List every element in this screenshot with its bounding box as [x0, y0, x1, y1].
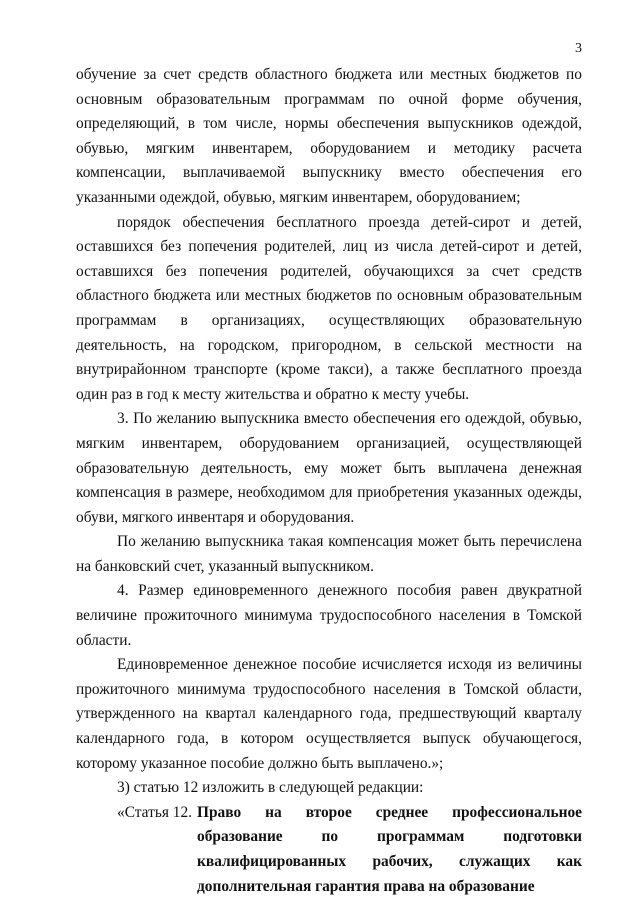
paragraph-clause-4: 4. Размер единовременного денежного пособия равен двукратной величине прожиточного минимума трудоспособного населения в Томской области.: [76, 582, 582, 649]
paragraph-allowance-calculation: Единовременное денежное пособие исчисляется исходя из величины прожиточного минимума трудоспособного населения в Томской области, утвержденного на квартал календарного года, предшествующий кварталу календарного года, в котором осуществляется выпуск обучающегося, которому указанное пособие должно быть выплачено.»;: [76, 656, 582, 772]
article-title: Право на второе среднее профессиональное образование по программам подготовки квалифицированных рабочих, служащих как дополнительная гарантия права на образование: [197, 803, 582, 895]
page-number: 3: [575, 41, 582, 56]
paragraph-amendment-instruction: 3) статью 12 изложить в следующей редакции:: [117, 779, 424, 797]
paragraph-continuation: обучение за счет средств областного бюджета или местных бюджетов по основным образовательным программам по очной форме обучения, определяющий, в том числе, нормы обеспечения выпускников одеждой, обувью, мягким инвентарем, оборудованием и методику расчета компенсации, выплачиваемой выпускнику вместо обеспечения его указанными одеждой, обувью, мягким инвентарем, оборудованием;: [76, 66, 582, 206]
document-body: [76, 63, 582, 899]
article-heading: [76, 801, 582, 899]
article-prefix: «Статья 12.: [117, 803, 193, 821]
paragraph-clause-3: 3. По желанию выпускника вместо обеспечения его одеждой, обувью, мягким инвентарем, оборудованием организацией, осуществляющей образовательную деятельность, ему может быть выплачена денежная компенсация в размере, необходимом для приобретения указанных одежды, обуви, мягкого инвентаря и оборудования.: [76, 410, 582, 526]
paragraph-travel-order: порядок обеспечения бесплатного проезда детей-сирот и детей, оставшихся без попечения родителей, лиц из числа детей-сирот и детей, оставшихся без попечения родителей, обучающихся за счет средств областного бюджета или местных бюджетов по основным образовательным программам в организациях, осуществляющих образовательную деятельность, на городском, пригородном, в сельской местности на внутрирайонном транспорте (кроме такси), а также бесплатного проезда один раз в год к месту жительства и обратно к месту учебы.: [76, 213, 582, 403]
paragraph-bank-account: По желанию выпускника такая компенсация может быть перечислена на банковский счет, указанный выпускником.: [76, 533, 582, 575]
